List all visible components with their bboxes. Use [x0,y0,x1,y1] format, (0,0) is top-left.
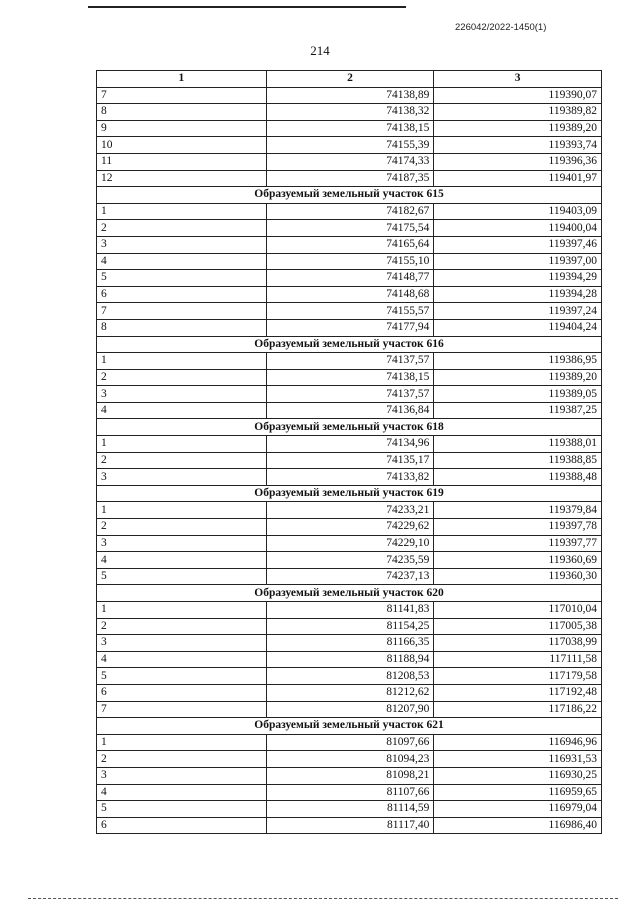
table-row [97,684,602,701]
table-row [97,236,602,253]
point-number: 1 [97,602,267,619]
coordinate-y: 117111,58 [434,651,602,668]
section-header-row [97,485,602,502]
table-row [97,701,602,718]
section-title: Образуемый земельный участок 615 [97,187,602,204]
point-number: 3 [97,236,267,253]
coordinate-x: 81094,23 [266,751,434,768]
table-row [97,519,602,536]
point-number: 1 [97,436,267,453]
coordinate-x: 74155,39 [266,137,434,154]
point-number: 3 [97,535,267,552]
table-row [97,668,602,685]
coordinate-y: 116930,25 [434,767,602,784]
table-row [97,784,602,801]
point-number: 1 [97,734,267,751]
section-title: Образуемый земельный участок 621 [97,718,602,735]
coordinate-x: 74182,67 [266,203,434,220]
coordinate-x: 74148,68 [266,286,434,303]
point-number: 1 [97,203,267,220]
point-number: 8 [97,104,267,121]
point-number: 4 [97,552,267,569]
coordinate-x: 81117,40 [266,817,434,834]
coordinate-x: 74138,32 [266,104,434,121]
coordinate-x: 81208,53 [266,668,434,685]
coordinate-x: 74237,13 [266,568,434,585]
table-row [97,452,602,469]
point-number: 4 [97,651,267,668]
point-number: 4 [97,402,267,419]
point-number: 2 [97,751,267,768]
bottom-rule [28,898,618,899]
coordinate-x: 81207,90 [266,701,434,718]
coordinate-y: 119389,82 [434,104,602,121]
coordinate-y: 117179,58 [434,668,602,685]
coordinate-y: 119388,85 [434,452,602,469]
coordinate-y: 116986,40 [434,817,602,834]
table-header-row [97,71,602,88]
point-number: 1 [97,502,267,519]
coordinate-x: 74155,57 [266,303,434,320]
coordinate-y: 116946,96 [434,734,602,751]
coordinate-y: 119397,24 [434,303,602,320]
coordinate-y: 119390,07 [434,87,602,104]
coordinate-y: 119389,05 [434,386,602,403]
point-number: 3 [97,469,267,486]
table-row [97,651,602,668]
coordinate-y: 119403,09 [434,203,602,220]
coordinate-x: 74137,57 [266,386,434,403]
coordinate-y: 117038,99 [434,635,602,652]
coordinate-y: 117186,22 [434,701,602,718]
point-number: 6 [97,286,267,303]
section-header-row [97,585,602,602]
table-row [97,602,602,619]
coordinate-x: 81141,83 [266,602,434,619]
coordinate-y: 117010,04 [434,602,602,619]
coordinate-y: 119386,95 [434,353,602,370]
point-number: 7 [97,87,267,104]
page-number: 214 [310,43,330,58]
point-number: 8 [97,319,267,336]
point-number: 5 [97,801,267,818]
section-header-row [97,419,602,436]
table-row [97,552,602,569]
table-row [97,319,602,336]
coordinate-x: 74165,64 [266,236,434,253]
coordinate-x: 74133,82 [266,469,434,486]
coordinate-y: 119397,77 [434,535,602,552]
coordinate-y: 119387,25 [434,402,602,419]
coordinate-x: 81166,35 [266,635,434,652]
section-title: Образуемый земельный участок 619 [97,485,602,502]
table-body [97,87,602,834]
column-header: 1 [97,71,267,88]
table-row [97,469,602,486]
point-number: 5 [97,668,267,685]
point-number: 1 [97,353,267,370]
section-header-row [97,718,602,735]
coordinate-x: 81097,66 [266,734,434,751]
coordinate-y: 119394,28 [434,286,602,303]
table-row [97,120,602,137]
point-number: 2 [97,452,267,469]
coordinate-x: 74229,62 [266,519,434,536]
coordinate-x: 74137,57 [266,353,434,370]
coordinate-x: 81098,21 [266,767,434,784]
point-number: 4 [97,253,267,270]
table-row [97,170,602,187]
coordinate-y: 117005,38 [434,618,602,635]
coordinate-x: 81114,59 [266,801,434,818]
section-header-row [97,187,602,204]
coordinate-x: 81154,25 [266,618,434,635]
point-number: 3 [97,635,267,652]
point-number: 6 [97,684,267,701]
coordinate-y: 119379,84 [434,502,602,519]
table-row [97,353,602,370]
point-number: 3 [97,386,267,403]
table-row [97,767,602,784]
coordinate-x: 74229,10 [266,535,434,552]
coordinate-x: 74235,59 [266,552,434,569]
coordinate-x: 74177,94 [266,319,434,336]
coordinate-x: 74138,15 [266,120,434,137]
document-reference: 226042/2022-1450(1) [455,22,547,33]
coordinate-y: 119393,74 [434,137,602,154]
table-row [97,568,602,585]
coordinate-y: 119389,20 [434,369,602,386]
table-row [97,286,602,303]
coordinate-y: 119394,29 [434,270,602,287]
table-row [97,386,602,403]
table-row [97,203,602,220]
coordinate-x: 74148,77 [266,270,434,287]
coordinate-x: 74134,96 [266,436,434,453]
coordinates-table [96,70,602,834]
point-number: 4 [97,784,267,801]
coordinate-x: 81107,66 [266,784,434,801]
table-row [97,104,602,121]
top-rule [88,6,406,8]
point-number: 2 [97,519,267,536]
coordinate-x: 74233,21 [266,502,434,519]
table-row [97,436,602,453]
table-row [97,734,602,751]
point-number: 6 [97,817,267,834]
coordinate-x: 74175,54 [266,220,434,237]
table-row [97,220,602,237]
column-header: 2 [266,71,434,88]
coordinate-y: 119360,69 [434,552,602,569]
coordinate-y: 119360,30 [434,568,602,585]
coordinate-x: 81212,62 [266,684,434,701]
coordinate-x: 74187,35 [266,170,434,187]
table-row [97,618,602,635]
coordinate-y: 119396,36 [434,153,602,170]
section-title: Образуемый земельный участок 620 [97,585,602,602]
coordinate-y: 116959,65 [434,784,602,801]
coordinate-y: 119401,97 [434,170,602,187]
column-header: 3 [434,71,602,88]
point-number: 5 [97,270,267,287]
coordinate-x: 74155,10 [266,253,434,270]
coordinate-y: 116979,04 [434,801,602,818]
coordinate-y: 119397,78 [434,519,602,536]
point-number: 9 [97,120,267,137]
table-row [97,402,602,419]
table-row [97,87,602,104]
point-number: 3 [97,767,267,784]
coordinate-y: 119404,24 [434,319,602,336]
coordinate-y: 119389,20 [434,120,602,137]
section-header-row [97,336,602,353]
coordinate-x: 74138,89 [266,87,434,104]
point-number: 2 [97,618,267,635]
point-number: 10 [97,137,267,154]
point-number: 2 [97,220,267,237]
coordinate-y: 119397,46 [434,236,602,253]
coordinate-y: 119388,48 [434,469,602,486]
coordinate-y: 119397,00 [434,253,602,270]
table-row [97,369,602,386]
table-row [97,751,602,768]
point-number: 7 [97,701,267,718]
table-row [97,535,602,552]
coordinate-x: 74138,15 [266,369,434,386]
table-row [97,253,602,270]
point-number: 12 [97,170,267,187]
point-number: 2 [97,369,267,386]
point-number: 5 [97,568,267,585]
coordinate-y: 119388,01 [434,436,602,453]
coordinate-y: 119400,04 [434,220,602,237]
coordinate-y: 116931,53 [434,751,602,768]
table-row [97,635,602,652]
table-row [97,817,602,834]
table-row [97,303,602,320]
section-title: Образуемый земельный участок 616 [97,336,602,353]
table-row [97,137,602,154]
coordinate-x: 74135,17 [266,452,434,469]
coordinate-x: 74136,84 [266,402,434,419]
table-row [97,801,602,818]
point-number: 11 [97,153,267,170]
table-row [97,153,602,170]
table-row [97,270,602,287]
section-title: Образуемый земельный участок 618 [97,419,602,436]
coordinate-x: 74174,33 [266,153,434,170]
coordinate-y: 117192,48 [434,684,602,701]
coordinate-x: 81188,94 [266,651,434,668]
point-number: 7 [97,303,267,320]
table-row [97,502,602,519]
